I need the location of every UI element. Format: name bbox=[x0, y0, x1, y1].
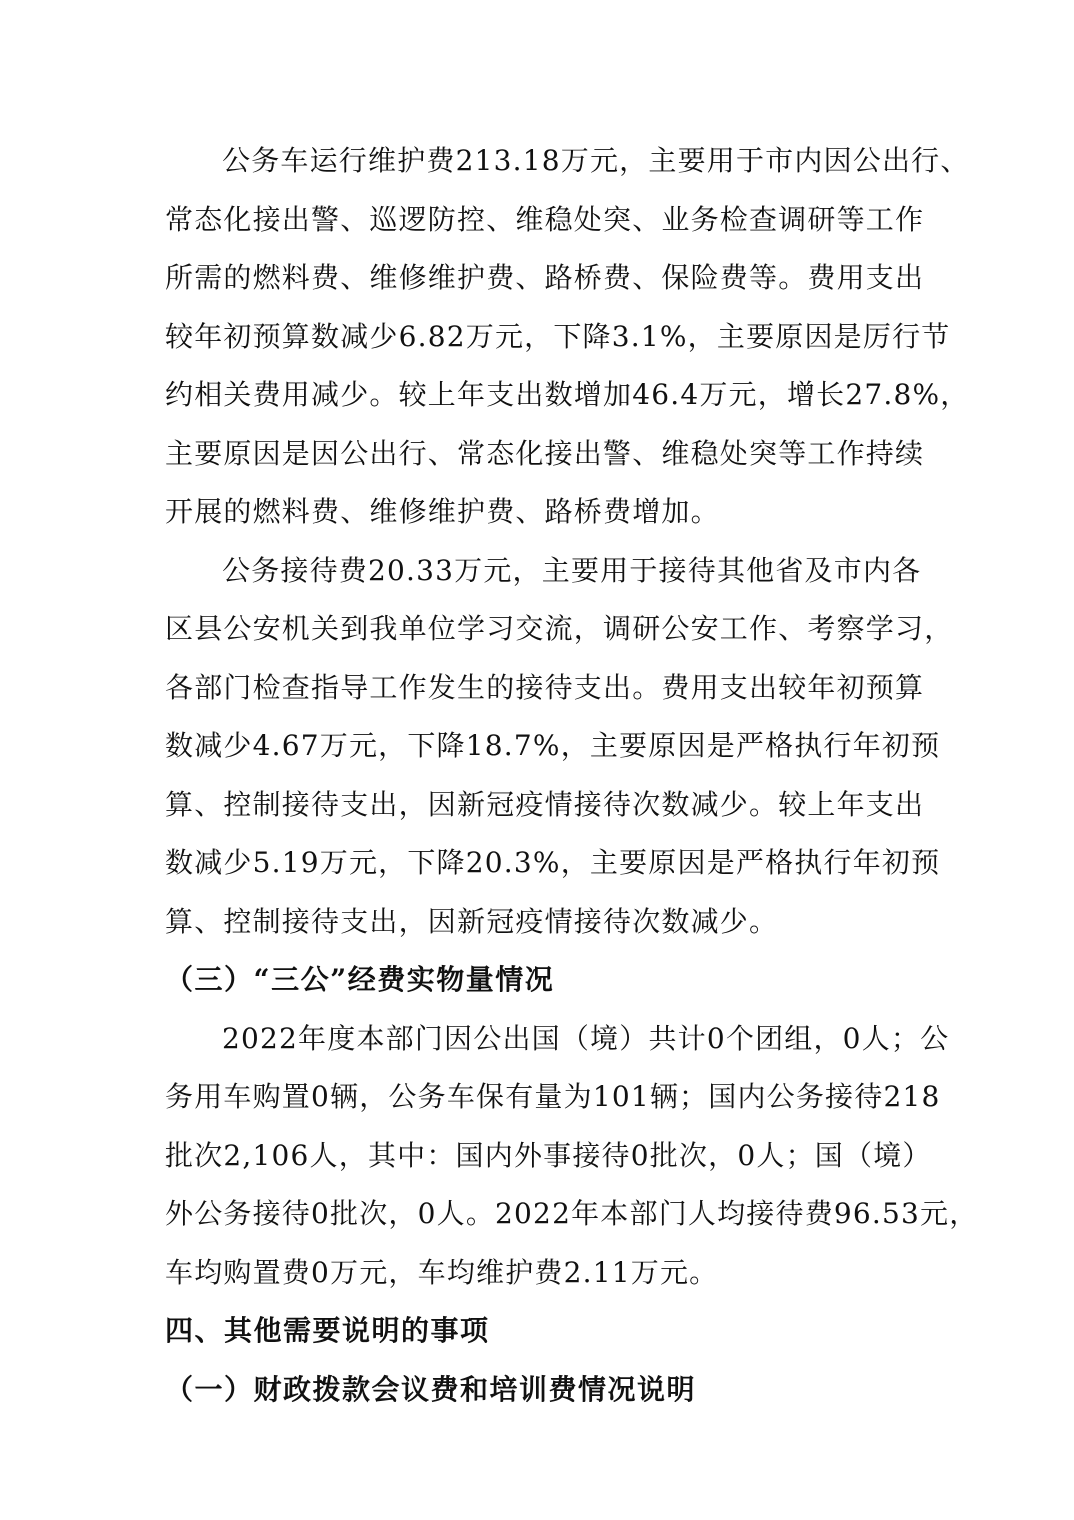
text-line: 约相关费用减少。较上年支出数增加46.4万元，增长27.8%， bbox=[165, 378, 970, 411]
text-line: 开展的燃料费、维修维护费、路桥费增加。 bbox=[165, 495, 720, 528]
paragraph-reception bbox=[165, 542, 954, 952]
text-line: 区县公安机关到我单位学习交流，调研公安工作、考察学习， bbox=[165, 612, 954, 645]
text-line: 算、控制接待支出，因新冠疫情接待次数减少。较上年支出 bbox=[165, 787, 925, 821]
paragraph-physical-quantity bbox=[165, 1010, 979, 1303]
text-line: 批次2,106人，其中：国内外事接待0批次，0人；国（境） bbox=[165, 1138, 932, 1172]
text-line: 数减少5.19万元，下降20.3%，主要原因是严格执行年初预 bbox=[165, 846, 941, 879]
text-line: 所需的燃料费、维修维护费、路桥费、保险费等。费用支出 bbox=[165, 261, 925, 294]
text-line: 务用车购置0辆，公务车保有量为101辆；国内公务接待218 bbox=[165, 1080, 941, 1113]
text-line: 2022年度本部门因公出国（境）共计0个团组，0人；公 bbox=[222, 1021, 950, 1055]
text-line: 公务接待费20.33万元，主要用于接待其他省及市内各 bbox=[222, 553, 922, 587]
text-line: 各部门检查指导工作发生的接待支出。费用支出较年初预算 bbox=[165, 670, 925, 704]
text-line: 数减少4.67万元，下降18.7%，主要原因是严格执行年初预 bbox=[165, 729, 941, 762]
text-line: 车均购置费0万元，车均维护费2.11万元。 bbox=[165, 1255, 719, 1289]
text-line: 较年初预算数减少6.82万元，下降3.1%，主要原因是厉行节 bbox=[165, 319, 951, 353]
text-line: 公务车运行维护费213.18万元，主要用于市内因公出行、 bbox=[222, 144, 970, 177]
text-line: 常态化接出警、巡逻防控、维稳处突、业务检查调研等工作 bbox=[165, 202, 925, 236]
text-line: 外公务接待0批次，0人。2022年本部门人均接待费96.53元， bbox=[165, 1197, 979, 1230]
section-heading-4-1: （一）财政拨款会议费和培训费情况说明 bbox=[165, 1372, 697, 1406]
paragraph-vehicle-maintenance bbox=[165, 132, 970, 542]
document-page bbox=[165, 132, 979, 1419]
text-line: 算、控制接待支出，因新冠疫情接待次数减少。 bbox=[165, 904, 779, 938]
text-line: 主要原因是因公出行、常态化接出警、维稳处突等工作持续 bbox=[165, 436, 925, 470]
section-heading-4: 四、其他需要说明的事项 bbox=[165, 1314, 490, 1347]
section-heading-3: （三）“三公”经费实物量情况 bbox=[165, 963, 555, 996]
